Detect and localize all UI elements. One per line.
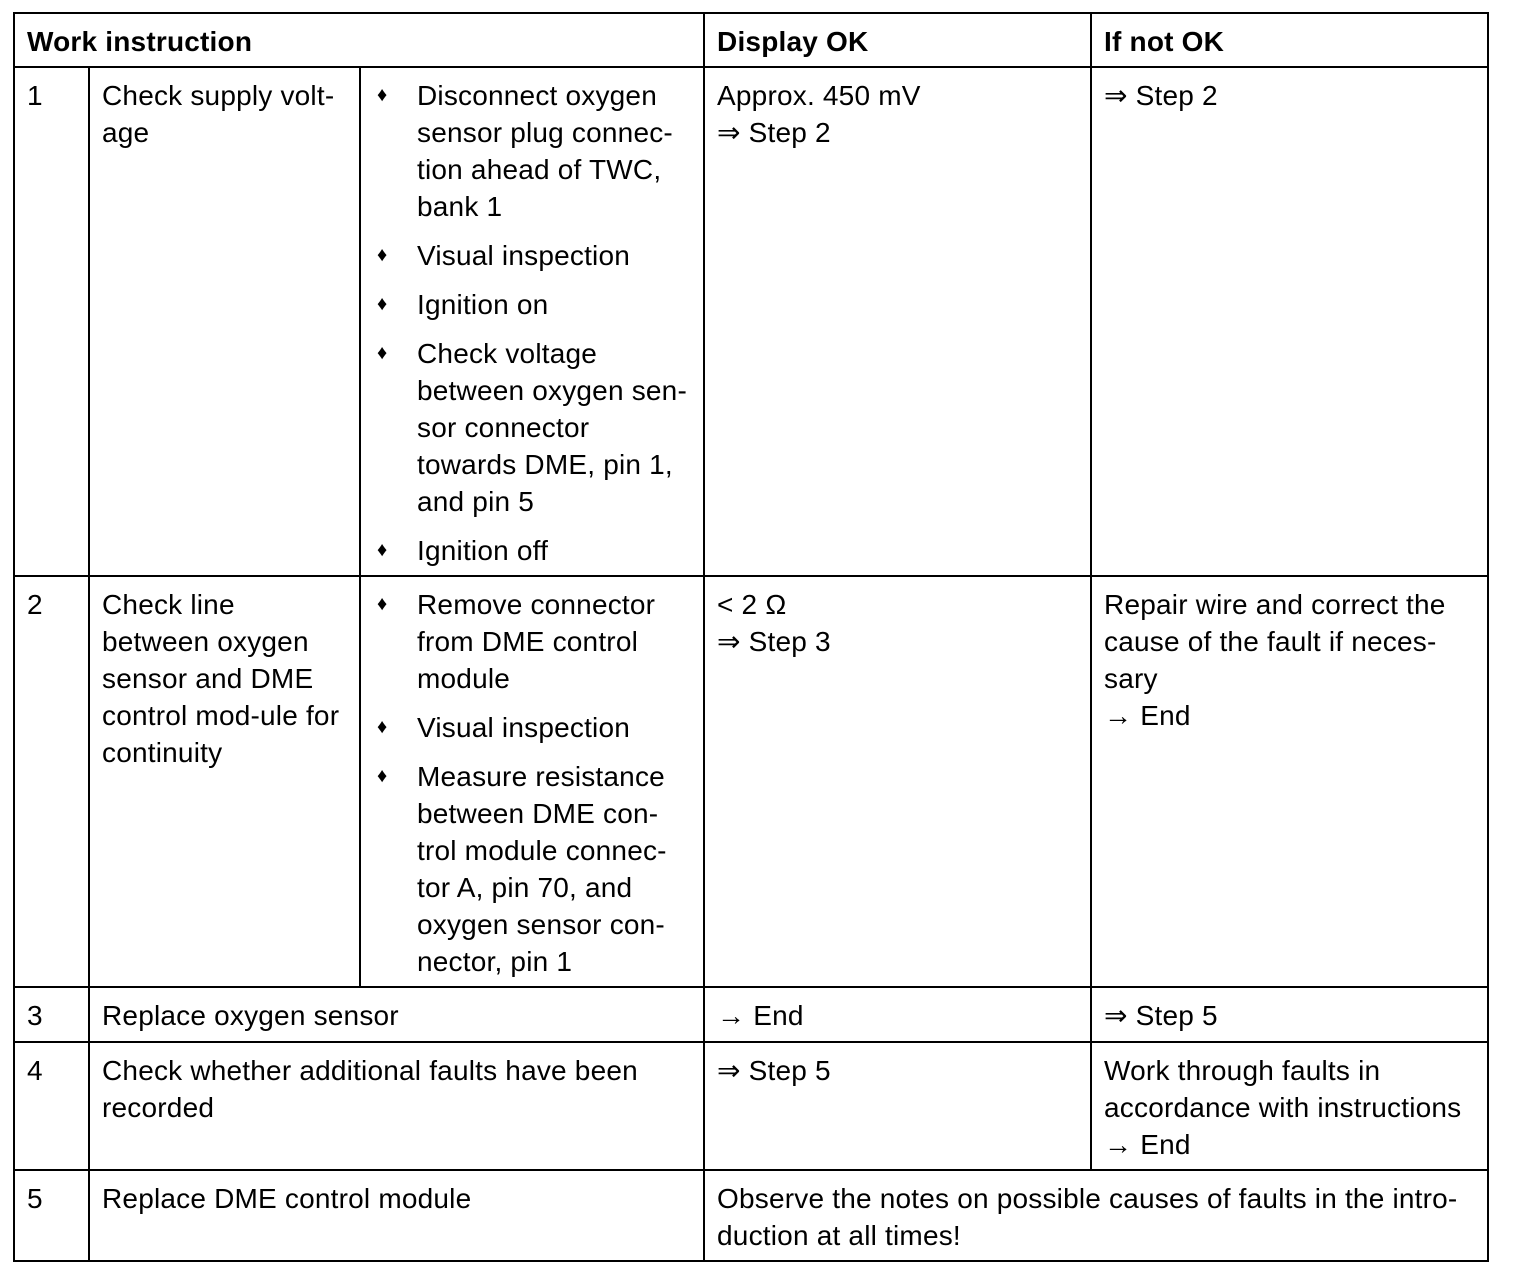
diamond-bullet-icon: ♦ bbox=[377, 293, 388, 315]
display-ok-cell: Approx. 450 mV ⇒ Step 2 bbox=[704, 67, 1091, 576]
list-item: ♦ Ignition on bbox=[373, 286, 691, 323]
step-number: 3 bbox=[14, 987, 89, 1042]
diamond-bullet-icon: ♦ bbox=[377, 84, 388, 106]
step-action: Check whether additional faults have been recorded bbox=[89, 1042, 704, 1170]
step-bullets bbox=[360, 67, 704, 576]
diamond-bullet-icon: ♦ bbox=[377, 342, 388, 364]
table-row bbox=[14, 1042, 1488, 1170]
list-item: ♦ Visual inspection bbox=[373, 237, 691, 274]
diamond-bullet-icon: ♦ bbox=[377, 244, 388, 266]
header-row bbox=[14, 13, 1488, 67]
list-item: ♦ Visual inspection bbox=[373, 709, 691, 746]
step-action: Replace DME control module bbox=[89, 1170, 704, 1261]
note-cell: Observe the notes on possible causes of faults in the intro-duction at all times! bbox=[704, 1170, 1488, 1261]
list-item: ♦ Measure resistance between DME con-trol module connec-tor A, pin 70, and oxygen sensor con-nector, pin 1 bbox=[373, 758, 691, 980]
table-row bbox=[14, 576, 1488, 987]
list-item: ♦ Ignition off bbox=[373, 532, 691, 569]
work-instruction-table bbox=[13, 12, 1489, 1262]
diamond-bullet-icon: ♦ bbox=[377, 593, 388, 615]
display-ok-cell: ⇒ Step 5 bbox=[704, 1042, 1091, 1170]
if-not-ok-cell: Repair wire and correct the cause of the fault if neces-sary → End bbox=[1091, 576, 1488, 987]
step-action: Check supply volt-age bbox=[89, 67, 360, 576]
step-number: 5 bbox=[14, 1170, 89, 1261]
list-item: ♦ Check voltage between oxygen sen-sor connector towards DME, pin 1, and pin 5 bbox=[373, 335, 691, 520]
step-number: 4 bbox=[14, 1042, 89, 1170]
header-work-instruction: Work instruction bbox=[14, 13, 704, 67]
if-not-ok-cell: Work through faults in accordance with instructions → End bbox=[1091, 1042, 1488, 1170]
list-item: ♦ Remove connector from DME control module bbox=[373, 586, 691, 697]
if-not-ok-cell: ⇒ Step 5 bbox=[1091, 987, 1488, 1042]
diamond-bullet-icon: ♦ bbox=[377, 765, 388, 787]
table-row bbox=[14, 987, 1488, 1042]
table-row bbox=[14, 67, 1488, 576]
if-not-ok-cell: ⇒ Step 2 bbox=[1091, 67, 1488, 576]
step-action: Replace oxygen sensor bbox=[89, 987, 704, 1042]
list-item: ♦ Disconnect oxygen sensor plug connec-tion ahead of TWC, bank 1 bbox=[373, 77, 691, 225]
diamond-bullet-icon: ♦ bbox=[377, 716, 388, 738]
step-number: 1 bbox=[14, 67, 89, 576]
diamond-bullet-icon: ♦ bbox=[377, 539, 388, 561]
display-ok-cell: < 2 Ω ⇒ Step 3 bbox=[704, 576, 1091, 987]
display-ok-cell: → End bbox=[704, 987, 1091, 1042]
table-row bbox=[14, 1170, 1488, 1261]
step-bullets bbox=[360, 576, 704, 987]
header-if-not-ok: If not OK bbox=[1091, 13, 1488, 67]
step-number: 2 bbox=[14, 576, 89, 987]
header-display-ok: Display OK bbox=[704, 13, 1091, 67]
step-action: Check line between oxygen sensor and DME control mod-ule for continuity bbox=[89, 576, 360, 987]
